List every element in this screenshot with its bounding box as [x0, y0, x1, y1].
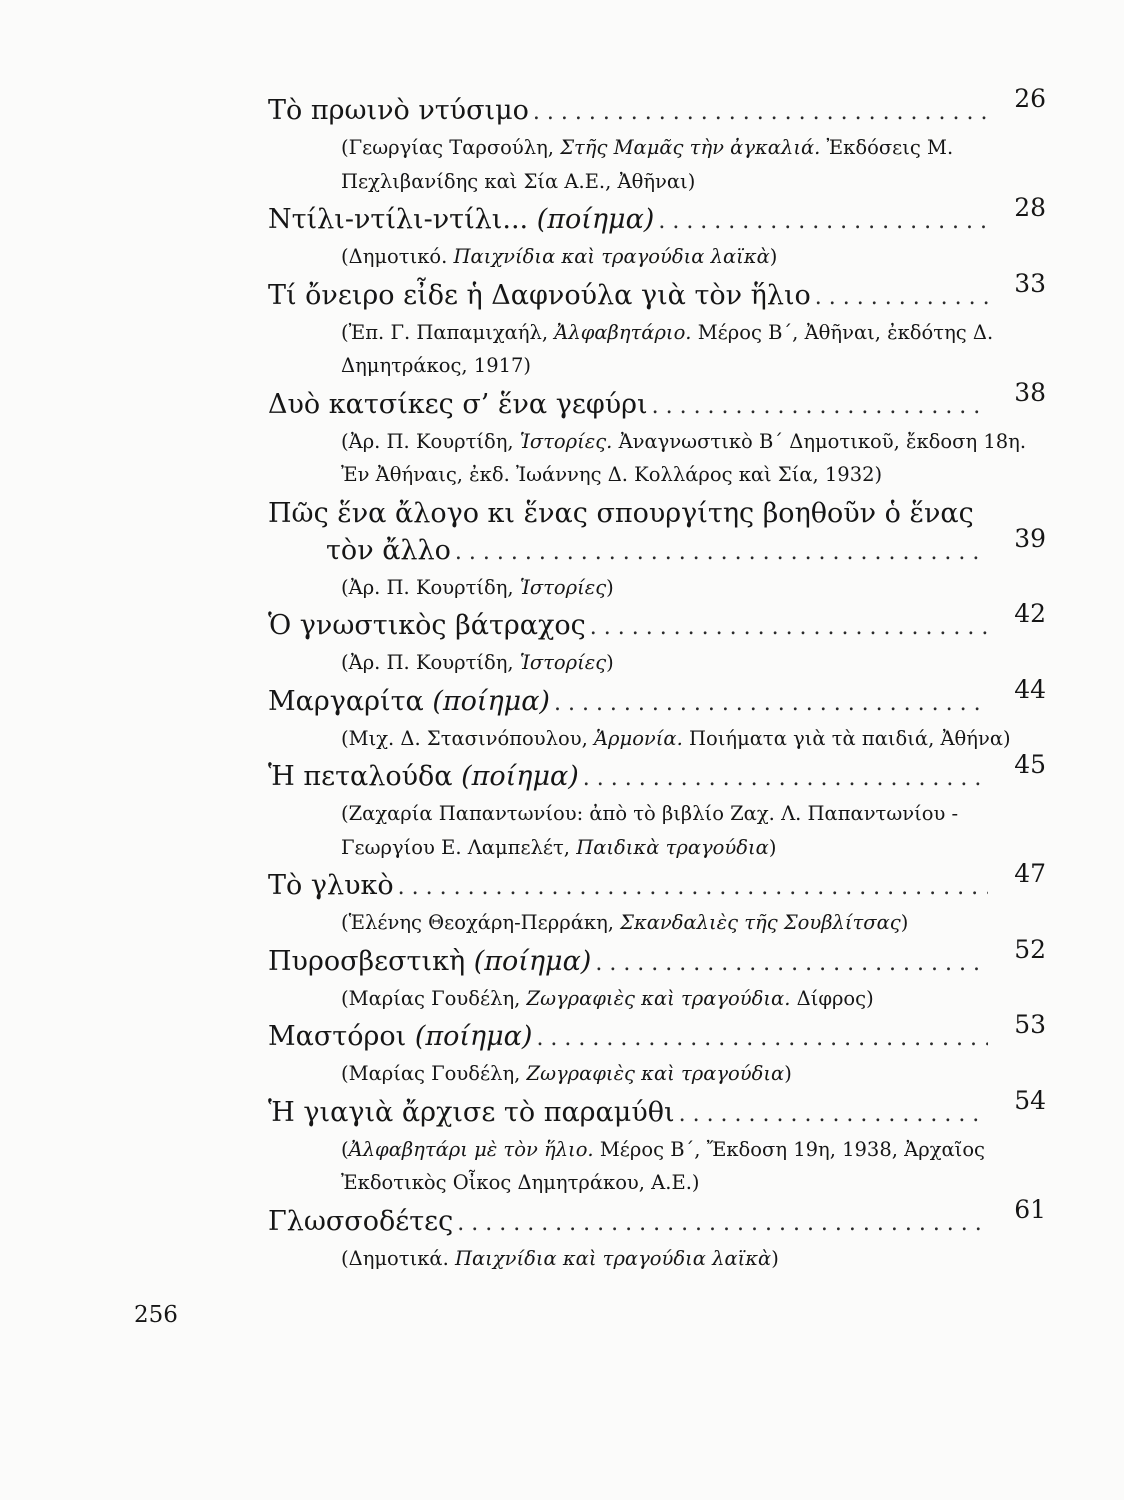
- source-text: ): [769, 245, 778, 268]
- toc-entry-title: Ὁ γνωστικὸς βάτραχος: [268, 610, 586, 641]
- source-text: (Μαρίας Γουδέλη,: [341, 986, 527, 1010]
- toc-entry-page: 28: [1014, 193, 1046, 222]
- toc-entry-title: Τί ὄνειρο εἶδε ἡ Δαφνούλα γιὰ τὸν ἥλιο: [268, 279, 811, 311]
- source-text: ): [606, 651, 614, 674]
- toc-entry-page: 33: [1014, 268, 1046, 298]
- source-text: (Μαρίας Γουδέλη,: [341, 1062, 527, 1085]
- source-work-title: Ἀλφαβητάρι μὲ τὸν ἥλιο.: [348, 1137, 594, 1161]
- table-of-contents: [268, 84, 1046, 1278]
- source-text: (Ἀρ. Π. Κουρτίδη,: [341, 575, 520, 599]
- source-text: (: [341, 1137, 349, 1161]
- toc-entry-title: Μαστόροι (ποίημα): [268, 1021, 533, 1052]
- toc-entry-source: [268, 1242, 1046, 1276]
- toc-entry[interactable]: [268, 193, 1046, 274]
- dot-leader: [536, 1020, 988, 1057]
- toc-entry-title-continued: τὸν ἄλλο: [326, 534, 451, 566]
- page-number: 256: [134, 1302, 178, 1328]
- toc-entry[interactable]: [268, 268, 1046, 383]
- dot-leader: [590, 609, 988, 646]
- toc-entry-source: [268, 722, 1046, 756]
- source-work-title: Ἱστορίες: [519, 575, 607, 599]
- toc-entry[interactable]: [268, 674, 1046, 756]
- source-text: ): [606, 575, 614, 599]
- toc-entry-source: [268, 131, 1046, 198]
- source-text: (Ἀρ. Π. Κουρτίδη,: [341, 429, 520, 453]
- toc-entry-title-line: [268, 84, 1046, 131]
- source-text: (Ἐπ. Γ. Παπαμιχαήλ,: [341, 320, 555, 344]
- toc-entry-title-line: [268, 1194, 1046, 1242]
- toc-entry-title: Ἡ γιαγιὰ ἄρχισε τὸ παραμύθι: [268, 1096, 675, 1128]
- toc-entry-title-line: [268, 599, 1046, 646]
- toc-entry-title: Τὸ γλυκὸ: [268, 870, 394, 901]
- toc-entry[interactable]: [268, 750, 1046, 864]
- dot-leader: [533, 94, 988, 131]
- dot-leader: [583, 760, 988, 797]
- toc-entry-page: 38: [1014, 377, 1046, 407]
- toc-entry-title-line: [268, 523, 1046, 571]
- source-text: Ἀναγνωστικὸ Β΄ Δημοτικοῦ, ἔκδοση 18η. Ἐν Ἀθήναις, ἐκδ. Ἰωάννης Δ. Κολλάρος καὶ Σία, 1932): [341, 429, 1027, 486]
- toc-entry[interactable]: [268, 934, 1046, 1016]
- toc-entry-source: [268, 906, 1046, 940]
- source-text: ): [900, 911, 909, 934]
- dot-leader: [595, 945, 988, 982]
- source-text: Δίφρος): [790, 986, 874, 1010]
- toc-entry-page: 44: [1014, 674, 1046, 704]
- toc-entry-page: 47: [1014, 859, 1046, 888]
- toc-entry-source: [268, 1133, 1046, 1200]
- toc-entry-title-line: [268, 934, 1046, 982]
- source-text: Μέρος Β΄, Ἔκδοση 19η, 1938, Ἀρχαῖος Ἐκδοτικὸς Οἶκος Δημητράκου, Α.Ε.): [341, 1137, 985, 1194]
- toc-entry-title: Πυροσβεστικὴ (ποίημα): [268, 945, 592, 977]
- dot-leader: [455, 534, 988, 571]
- source-text: Μέρος Β΄, Ἀθῆναι, ἐκδότης Δ. Δημητράκος, 1917): [341, 320, 994, 377]
- toc-entry-title-line: [268, 268, 1046, 316]
- toc-entry-title-line: [268, 1085, 1046, 1133]
- toc-entry[interactable]: [268, 599, 1046, 680]
- toc-entry-page: 42: [1014, 599, 1046, 628]
- toc-entry[interactable]: [268, 84, 1046, 198]
- toc-entry-source: [268, 1057, 1046, 1091]
- toc-entry-title-line: [268, 377, 1046, 425]
- source-work-title: Ζωγραφιὲς καὶ τραγούδια.: [526, 986, 791, 1010]
- source-text: Ποιήματα γιὰ τὰ παιδιά, Ἀθήνα): [682, 726, 1011, 750]
- toc-entry[interactable]: [268, 1194, 1046, 1276]
- toc-entry-source: [268, 425, 1046, 492]
- toc-entry[interactable]: [268, 377, 1046, 492]
- source-work-title: Ἀλφαβητάριο.: [554, 320, 692, 344]
- dot-leader: [398, 869, 988, 906]
- source-text: ): [768, 835, 777, 859]
- toc-entry-source: [268, 316, 1046, 383]
- source-text: (Γεωργίας Ταρσούλη,: [341, 136, 561, 159]
- toc-entry-title: Δυὸ κατσίκες σ’ ἕνα γεφύρι: [268, 388, 648, 420]
- source-text: (Δημοτικά.: [341, 1246, 455, 1270]
- toc-entry-title-line: [268, 193, 1046, 240]
- toc-entry[interactable]: [268, 1010, 1046, 1091]
- toc-entry-title: Ἡ πεταλούδα (ποίημα): [268, 761, 579, 792]
- toc-entry-title-line: [268, 674, 1046, 722]
- toc-entry-page: 52: [1014, 934, 1046, 964]
- toc-entry-title: Τὸ πρωινὸ ντύσιμο: [268, 95, 529, 126]
- toc-entry-page: 39: [1014, 523, 1046, 553]
- source-work-title: Ζωγραφιὲς καὶ τραγούδια: [526, 1062, 785, 1085]
- dot-leader: [554, 685, 988, 722]
- toc-entry-title-line: [268, 750, 1046, 797]
- dot-leader: [658, 203, 988, 240]
- source-work-title: Παιδικὰ τραγούδια: [576, 835, 769, 859]
- toc-entry[interactable]: [268, 495, 1046, 605]
- toc-entry-source: [268, 240, 1046, 274]
- toc-entry[interactable]: [268, 1085, 1046, 1200]
- toc-entry-source: [268, 982, 1046, 1016]
- toc-entry-genre: (ποίημα): [414, 1021, 533, 1052]
- toc-entry-title: Μαργαρίτα (ποίημα): [268, 685, 550, 717]
- source-text: Ἐκδόσεις Μ. Πεχλιβανίδης καὶ Σία Α.Ε., Ἀθῆναι): [341, 136, 954, 193]
- toc-entry-genre: (ποίημα): [432, 685, 550, 717]
- toc-entry-page: 45: [1014, 750, 1046, 779]
- toc-entry-source: [268, 646, 1046, 680]
- source-text: (Ἀρ. Π. Κουρτίδη,: [341, 651, 520, 674]
- source-work-title: Σκανδαλιὲς τῆς Σουβλίτσας: [620, 911, 901, 934]
- source-text: ): [771, 1246, 779, 1270]
- toc-entry-title: Γλωσσοδέτες: [268, 1205, 454, 1237]
- toc-entry-title-line: [268, 859, 1046, 906]
- toc-entry-genre: (ποίημα): [461, 761, 579, 792]
- source-text: (Δημοτικό.: [341, 245, 454, 268]
- toc-entry-page: 53: [1014, 1010, 1046, 1039]
- toc-entry-title: Ντίλι-ντίλι-ντίλι... (ποίημα): [268, 204, 655, 235]
- toc-entry-title-line: [268, 1010, 1046, 1057]
- source-text: ): [784, 1062, 792, 1085]
- toc-entry-title-line: [268, 495, 1046, 532]
- toc-entry-page: 54: [1014, 1085, 1046, 1115]
- toc-entry-page: 61: [1014, 1194, 1046, 1224]
- dot-leader: [815, 279, 988, 316]
- dot-leader: [679, 1096, 988, 1133]
- source-work-title: Παιχνίδια καὶ τραγούδια λαϊκὰ: [454, 1246, 772, 1270]
- toc-entry[interactable]: [268, 859, 1046, 940]
- source-work-title: Ἱστορίες.: [519, 429, 613, 453]
- source-work-title: Ἁρμονία.: [593, 726, 683, 750]
- source-work-title: Ἱστορίες: [519, 651, 607, 674]
- toc-entry-source: [268, 797, 1046, 864]
- toc-entry-genre: (ποίημα): [536, 204, 655, 235]
- toc-entry-title: Πῶς ἕνα ἄλογο κι ἕνας σπουργίτης βοηθοῦν ὁ ἕνας: [268, 497, 974, 529]
- toc-entry-page: 26: [1014, 84, 1046, 113]
- source-work-title: Στῆς Μαμᾶς τὴν ἀγκαλιά.: [560, 136, 821, 159]
- source-text: (Μιχ. Δ. Στασινόπουλου,: [341, 726, 594, 750]
- dot-leader: [457, 1205, 988, 1242]
- source-text: (Ἑλένης Θεοχάρη-Περράκη,: [341, 911, 621, 934]
- dot-leader: [652, 388, 988, 425]
- source-work-title: Παιχνίδια καὶ τραγούδια λαϊκὰ: [453, 245, 770, 268]
- toc-entry-source: [268, 571, 1046, 605]
- source-text: (Ζαχαρία Παπαντωνίου: ἀπὸ τὸ βιβλίο Ζαχ. Λ. Παπαντωνίου - Γεωργίου Ε. Λαμπελέτ,: [341, 802, 959, 859]
- toc-entry-genre: (ποίημα): [473, 945, 592, 977]
